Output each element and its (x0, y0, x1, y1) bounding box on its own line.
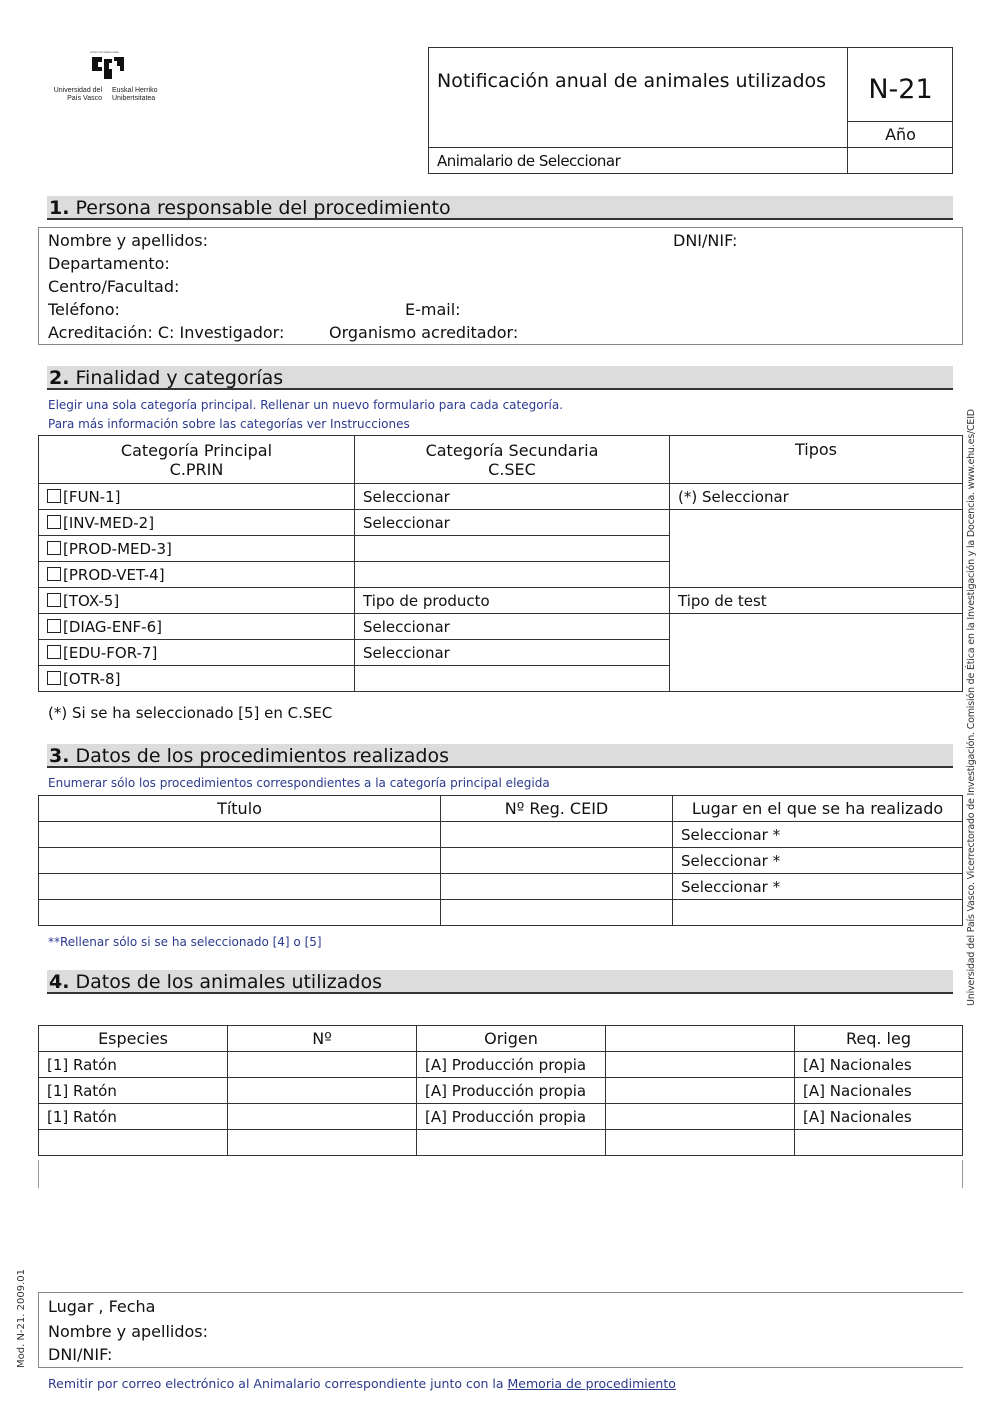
title-input[interactable] (39, 900, 441, 926)
categories-table (38, 435, 963, 692)
checkbox-icon[interactable] (47, 489, 61, 503)
signer-name-field[interactable]: Nombre y apellidos: (48, 1322, 209, 1341)
category-checkbox[interactable]: [DIAG-ENF-6] (39, 614, 355, 640)
checkbox-icon[interactable] (47, 567, 61, 581)
req-leg-select[interactable]: [A] Nacionales (795, 1078, 963, 1104)
logo-emblem-icon (90, 55, 126, 85)
section-number: 4. (49, 971, 70, 993)
req-leg-select[interactable] (795, 1130, 963, 1156)
checkbox-icon[interactable] (47, 619, 61, 633)
table-row (39, 1104, 963, 1130)
number-input[interactable] (228, 1078, 417, 1104)
species-select[interactable]: [1] Ratón (39, 1104, 228, 1130)
divider (962, 1160, 963, 1188)
secondary-select[interactable]: Seleccionar (355, 510, 670, 536)
table-row (39, 510, 963, 536)
section-title: Datos de los animales utilizados (75, 971, 382, 993)
place-select[interactable] (673, 900, 963, 926)
secondary-cell (355, 562, 670, 588)
section-3-footnote: **Rellenar sólo si se ha seleccionado [4] o [5] (48, 935, 322, 949)
signature-box (38, 1292, 963, 1368)
req-leg-select[interactable]: [A] Nacionales (795, 1052, 963, 1078)
animals-table (38, 1025, 963, 1156)
category-checkbox[interactable]: [FUN-1] (39, 484, 355, 510)
reg-input[interactable] (441, 848, 673, 874)
reg-input[interactable] (441, 822, 673, 848)
section-2-heading (47, 366, 953, 390)
section-3-note: Enumerar sólo los procedimientos correspondientes a la categoría principal elegida (48, 776, 550, 790)
species-select[interactable]: [1] Ratón (39, 1078, 228, 1104)
table-row (39, 1052, 963, 1078)
reg-input[interactable] (441, 874, 673, 900)
extra-input[interactable] (606, 1130, 795, 1156)
section-title: Datos de los procedimientos realizados (75, 745, 449, 767)
col-reg: Nº Reg. CEID (441, 796, 673, 822)
number-input[interactable] (228, 1104, 417, 1130)
col-types: Tipos (670, 436, 963, 484)
col-secondary: Categoría Secundaria C.SEC (355, 436, 670, 484)
checkbox-icon[interactable] (47, 671, 61, 685)
year-label: Año (885, 125, 916, 144)
checkbox-icon[interactable] (47, 515, 61, 529)
table-row (39, 822, 963, 848)
secondary-select[interactable]: Seleccionar (355, 640, 670, 666)
title-input[interactable] (39, 874, 441, 900)
types-select[interactable]: (*) Seleccionar (670, 484, 963, 510)
section-1-heading (47, 196, 953, 220)
secondary-cell (355, 536, 670, 562)
form-header (428, 47, 953, 174)
req-leg-select[interactable]: [A] Nacionales (795, 1104, 963, 1130)
checkbox-icon[interactable] (47, 593, 61, 607)
category-checkbox[interactable]: [EDU-FOR-7] (39, 640, 355, 666)
table-row (39, 1130, 963, 1156)
section-number: 1. (49, 197, 70, 219)
section-title: Finalidad y categorías (75, 367, 284, 389)
number-input[interactable] (228, 1052, 417, 1078)
types-cell (670, 614, 963, 692)
organism-field[interactable]: Organismo acreditador: (329, 323, 519, 342)
types-select[interactable]: Tipo de test (670, 588, 963, 614)
reg-input[interactable] (441, 900, 673, 926)
name-field[interactable]: Nombre y apellidos: (48, 231, 209, 250)
number-input[interactable] (228, 1130, 417, 1156)
types-cell (670, 510, 963, 588)
table-row (39, 614, 963, 640)
category-checkbox[interactable]: [PROD-MED-3] (39, 536, 355, 562)
secondary-select[interactable]: Tipo de producto (355, 588, 670, 614)
table-row (39, 588, 963, 614)
university-logo (50, 50, 165, 105)
side-credits: Universidad del País Vasco. Vicerrectorado de Investigación. Comisión de Ética en la Investigación y la Docencia. www.ehu.es/CEID (966, 409, 977, 1006)
email-field[interactable]: E-mail: (405, 300, 461, 319)
extra-input[interactable] (606, 1052, 795, 1078)
origin-select[interactable] (417, 1130, 606, 1156)
secondary-select[interactable]: Seleccionar (355, 484, 670, 510)
section-3-heading (47, 744, 953, 768)
species-select[interactable] (39, 1130, 228, 1156)
secondary-select[interactable]: Seleccionar (355, 614, 670, 640)
checkbox-icon[interactable] (47, 541, 61, 555)
col-number: Nº (228, 1026, 417, 1052)
instruction-text: Remitir por correo electrónico al Animalario correspondiente junto con la (48, 1376, 508, 1391)
dni-field[interactable]: DNI/NIF: (673, 231, 738, 250)
category-checkbox[interactable]: [PROD-VET-4] (39, 562, 355, 588)
animalario-select[interactable]: Animalario de Seleccionar (437, 152, 621, 170)
logo-text-eu: Euskal Herriko Unibertsitatea (112, 87, 158, 102)
place-select[interactable]: Seleccionar * (673, 822, 963, 848)
procedures-table (38, 795, 963, 926)
place-select[interactable]: Seleccionar * (673, 848, 963, 874)
col-principal: Categoría Principal C.PRIN (39, 436, 355, 484)
table-row (39, 484, 963, 510)
extra-input[interactable] (606, 1078, 795, 1104)
col-species: Especies (39, 1026, 228, 1052)
title-input[interactable] (39, 848, 441, 874)
model-code: Mod. N-21. 2009.01 (16, 1269, 27, 1368)
center-field[interactable]: Centro/Facultad: (48, 277, 180, 296)
origin-select[interactable]: [A] Producción propia (417, 1052, 606, 1078)
divider (38, 1160, 39, 1188)
form-title: Notificación anual de animales utilizados (437, 70, 827, 92)
signer-dni-field[interactable]: DNI/NIF: (48, 1345, 113, 1364)
category-checkbox[interactable]: [INV-MED-2] (39, 510, 355, 536)
form-code: N-21 (868, 74, 933, 105)
submit-instructions (48, 1376, 676, 1391)
table-row (39, 900, 963, 926)
col-origin: Origen (417, 1026, 606, 1052)
table-row (39, 1078, 963, 1104)
place-date-field[interactable]: Lugar , Fecha (48, 1297, 156, 1316)
checkbox-icon[interactable] (47, 645, 61, 659)
section-number: 3. (49, 745, 70, 767)
table-row (39, 848, 963, 874)
memoria-link[interactable]: Memoria de procedimiento (507, 1376, 676, 1391)
origin-select[interactable]: [A] Producción propia (417, 1078, 606, 1104)
section-2-note-2: Para más información sobre las categorías ver Instrucciones (48, 417, 410, 431)
section-number: 2. (49, 367, 70, 389)
section-title: Persona responsable del procedimiento (75, 197, 451, 219)
extra-input[interactable] (606, 1104, 795, 1130)
table-row (39, 874, 963, 900)
section-4-heading (47, 970, 953, 994)
col-place: Lugar en el que se ha realizado (673, 796, 963, 822)
category-checkbox[interactable]: [OTR-8] (39, 666, 355, 692)
logo-tagline: eman ta zabal zazu (90, 50, 120, 54)
responsible-person-box (38, 227, 963, 345)
col-extra (606, 1026, 795, 1052)
col-req-leg: Req. leg (795, 1026, 963, 1052)
species-select[interactable]: [1] Ratón (39, 1052, 228, 1078)
year-input[interactable] (848, 148, 953, 174)
section-2-footnote: (*) Si se ha seleccionado [5] en C.SEC (48, 704, 333, 722)
department-field[interactable]: Departamento: (48, 254, 170, 273)
phone-field[interactable]: Teléfono: (48, 300, 120, 319)
logo-text-es: Universidad del País Vasco (53, 87, 102, 102)
secondary-cell (355, 666, 670, 692)
section-2-note: Elegir una sola categoría principal. Rellenar un nuevo formulario para cada categoría. (48, 398, 564, 412)
divider (847, 121, 953, 122)
category-checkbox[interactable]: [TOX-5] (39, 588, 355, 614)
title-input[interactable] (39, 822, 441, 848)
col-title: Título (39, 796, 441, 822)
origin-select[interactable]: [A] Producción propia (417, 1104, 606, 1130)
place-select[interactable]: Seleccionar * (673, 874, 963, 900)
accreditation-field[interactable]: Acreditación: C: Investigador: (48, 323, 285, 342)
